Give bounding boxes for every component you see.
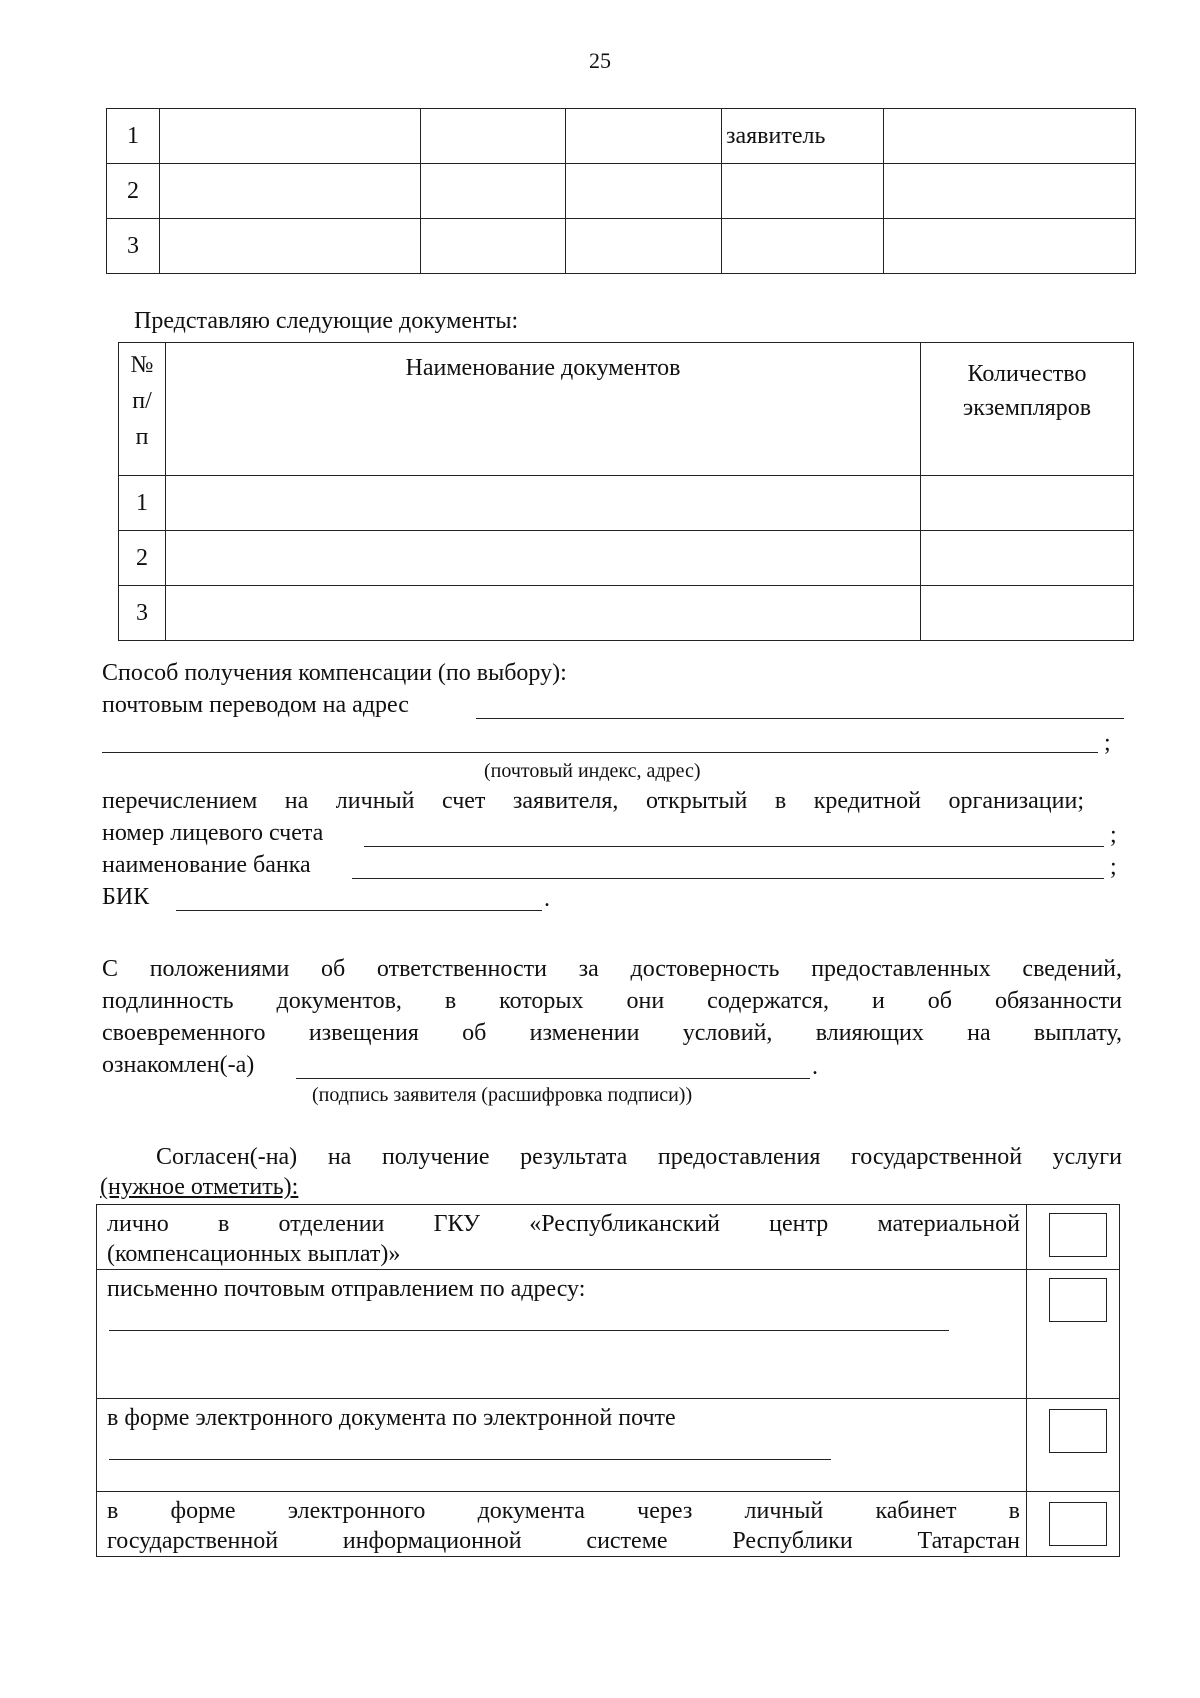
table-row: [107, 109, 1136, 164]
postal-label: почтовым переводом на адрес: [102, 692, 409, 718]
bank-name-field[interactable]: [352, 878, 1104, 879]
option-row: [97, 1492, 1120, 1557]
option-checkbox-cell: [1027, 1270, 1120, 1399]
period: .: [812, 1054, 818, 1080]
option-row: [97, 1399, 1120, 1492]
bik-field[interactable]: [176, 910, 542, 911]
option-text: [97, 1399, 1027, 1492]
quantity-header: [921, 343, 1134, 476]
applicants-table: [106, 108, 1136, 274]
document-name-cell[interactable]: [166, 476, 921, 531]
transfer-text: перечислением на личный счет заявителя, открытый в кредитной организации;: [102, 788, 1084, 814]
option-line: в форме электронного документа по электронной почте: [107, 1405, 676, 1431]
option-checkbox[interactable]: [1049, 1278, 1107, 1322]
table-cell[interactable]: [160, 219, 421, 274]
relation-cell[interactable]: [722, 164, 884, 219]
row-number: 3: [119, 586, 166, 641]
ack-line-3: своевременного извещения об изменении условий, влияющих на выплату,: [102, 1020, 1122, 1046]
table-cell[interactable]: [566, 109, 722, 164]
quantity-cell[interactable]: [921, 586, 1134, 641]
table-row: [119, 476, 1134, 531]
documents-intro: Представляю следующие документы:: [134, 308, 519, 334]
table-row: [107, 219, 1136, 274]
consent-line-1: Согласен(-на) на получение результата предоставления государственной услуги: [156, 1144, 1122, 1170]
documents-table: [118, 342, 1134, 641]
postal-address-field-2[interactable]: [102, 752, 1098, 753]
number-header-line: п/: [132, 388, 152, 414]
document-name-header: Наименование документов: [166, 343, 921, 476]
ack-line-4: ознакомлен(-а): [102, 1052, 255, 1078]
quantity-cell[interactable]: [921, 476, 1134, 531]
row-number: 2: [119, 531, 166, 586]
compensation-title: Способ получения компенсации (по выбору):: [102, 660, 567, 686]
table-cell[interactable]: [421, 164, 566, 219]
bik-label: БИК: [102, 884, 150, 910]
relation-cell[interactable]: [722, 219, 884, 274]
option-line: в форме электронного документа через личный кабинет в: [107, 1498, 1020, 1524]
bank-label: наименование банка: [102, 852, 311, 878]
document-name-cell[interactable]: [166, 531, 921, 586]
table-cell[interactable]: [884, 219, 1136, 274]
option-checkbox[interactable]: [1049, 1502, 1107, 1546]
signature-hint: (подпись заявителя (расшифровка подписи)): [312, 1084, 693, 1106]
table-row: [119, 531, 1134, 586]
number-header-line: п: [135, 424, 149, 450]
option-checkbox[interactable]: [1049, 1409, 1107, 1453]
option-checkbox[interactable]: [1049, 1213, 1107, 1257]
table-header-row: [119, 343, 1134, 476]
table-cell[interactable]: [884, 109, 1136, 164]
postal-address-field[interactable]: [109, 1330, 949, 1331]
option-line: государственной информационной системе Республики Татарстан: [107, 1528, 1020, 1554]
table-cell[interactable]: [160, 109, 421, 164]
ack-line-1: С положениями об ответственности за достоверность предоставленных сведений,: [102, 956, 1122, 982]
option-row: [97, 1205, 1120, 1270]
postal-address-field[interactable]: [476, 718, 1124, 719]
postal-hint: (почтовый индекс, адрес): [484, 760, 701, 782]
account-label: номер лицевого счета: [102, 820, 324, 846]
quantity-header-line: Количество: [967, 361, 1087, 387]
table-cell[interactable]: [421, 219, 566, 274]
quantity-cell[interactable]: [921, 531, 1134, 586]
period: .: [544, 886, 550, 912]
semicolon: ;: [1104, 730, 1111, 756]
page-number: 25: [589, 48, 611, 73]
table-cell[interactable]: [160, 164, 421, 219]
number-header-line: №: [130, 352, 154, 378]
option-text: [97, 1492, 1027, 1557]
option-checkbox-cell: [1027, 1492, 1120, 1557]
table-cell[interactable]: [566, 219, 722, 274]
account-number-field[interactable]: [364, 846, 1104, 847]
number-header: [119, 343, 166, 476]
row-number: 2: [107, 164, 160, 219]
option-line: (компенсационных выплат)»: [107, 1241, 401, 1267]
option-line: лично в отделении ГКУ «Республиканский центр материальной: [107, 1211, 1020, 1237]
option-text: [97, 1205, 1027, 1270]
relation-cell[interactable]: заявитель: [722, 109, 884, 164]
option-row: [97, 1270, 1120, 1399]
semicolon: ;: [1110, 822, 1117, 848]
consent-line-2: (нужное отметить):: [100, 1174, 299, 1200]
table-cell[interactable]: [884, 164, 1136, 219]
semicolon: ;: [1110, 854, 1117, 880]
option-text: [97, 1270, 1027, 1399]
option-checkbox-cell: [1027, 1205, 1120, 1270]
table-cell[interactable]: [566, 164, 722, 219]
option-line: письменно почтовым отправлением по адресу:: [107, 1276, 586, 1302]
quantity-header-line: экземпляров: [962, 395, 1092, 421]
document-name-cell[interactable]: [166, 586, 921, 641]
signature-field[interactable]: [296, 1078, 810, 1079]
ack-line-2: подлинность документов, в которых они содержатся, и об обязанности: [102, 988, 1122, 1014]
option-checkbox-cell: [1027, 1399, 1120, 1492]
email-field[interactable]: [109, 1459, 831, 1460]
table-cell[interactable]: [421, 109, 566, 164]
table-row: [107, 164, 1136, 219]
row-number: 1: [107, 109, 160, 164]
row-number: 1: [119, 476, 166, 531]
table-row: [119, 586, 1134, 641]
consent-options-table: [96, 1204, 1120, 1557]
row-number: 3: [107, 219, 160, 274]
